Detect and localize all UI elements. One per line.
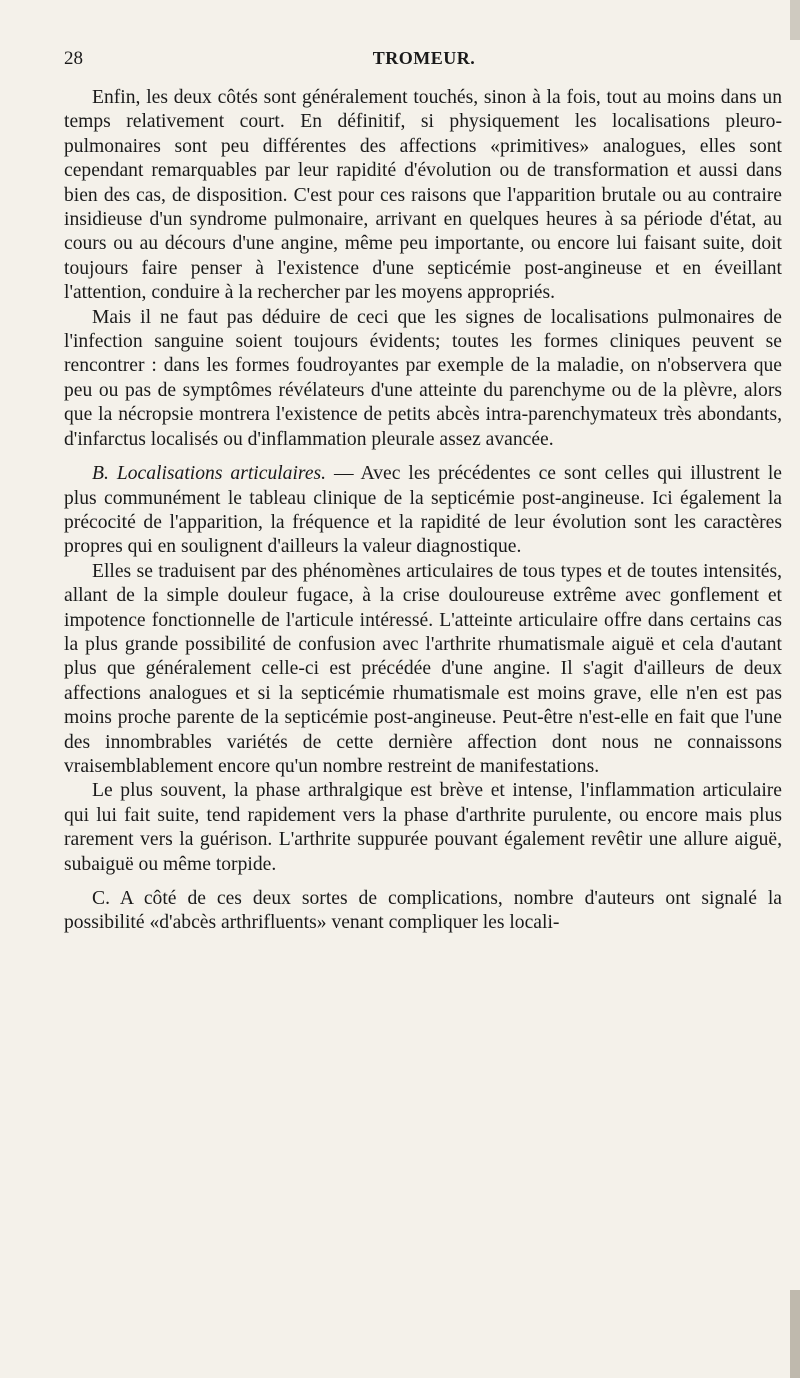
paragraph: Le plus souvent, la phase arthralgique est brève et intense, l'inflammation articulaire qui lui fait suite, tend rapidement vers la phase d'arthrite purulente, ou encore mais plus rarement vers la guérison. L'arthrite suppurée pouvant également revêtir une allure aiguë, subaiguë ou même torpide.: [64, 780, 782, 875]
paragraph: Enfin, les deux côtés sont généralement touchés, sinon à la fois, tout au moins dans un temps relativement court. En définitif, si physiquement les localisations pleuro-pulmonaires sont peu différentes des affections «primitives» analogues, elles sont cependant remarquables par leur rapidité d'évolution ou de transformation et aussi dans bien des cas, de disposition. C'est pour ces raisons que l'apparition brutale ou au contraire insidieuse d'un syndrome pulmonaire, arrivant en quelques heures à sa période d'état, au cours ou au décours d'une angine, même peu importante, ou encore lui faisant suite, doit toujours faire penser à l'existence d'une septicémie post-angineuse et en éveillant l'attention, conduire à la rechercher par les moyens appropriés.: [64, 87, 782, 304]
scan-edge-mark: [790, 1290, 800, 1378]
scan-edge-mark: [790, 0, 800, 40]
paragraph: Elles se traduisent par des phénomènes articulaires de tous types et de toutes intensités, allant de la simple douleur fugace, à la crise douloureuse extrême avec gonflement et impotence fonctionnelle de l'articule intéressé. L'atteinte articulaire offre dans certains cas la plus grande possibilité de confusion avec l'arthrite rhumatismale aiguë et cela d'autant plus que généralement celle-ci est précédée d'une angine. Il s'agit d'ailleurs de deux affections analogues et si la septicémie rhumatismale est moins grave, elle n'en est pas moins proche parente de la septicémie post-angineuse. Peut-être n'est-elle en fait que l'une des innombrables variétés de cette dernière affection dont nous ne connaissons vraisemblablement encore qu'un nombre restreint de manifestations.: [64, 560, 782, 777]
body-text: [64, 86, 782, 936]
running-head: TROMEUR.: [372, 48, 476, 68]
paragraph-text: — Avec les précédentes ce sont celles qui illustrent le plus communément le tableau clinique de la septicémie post-angineuse. Ici également la précocité de l'apparition, la fréquence et la rapidité de leur évolution sont les caractères propres qui en soulignent d'ailleurs la valeur diagnostique.: [64, 463, 782, 558]
paragraph-section-b: [64, 462, 782, 560]
paragraph-section-c: C. A côté de ces deux sortes de complications, nombre d'auteurs ont signalé la possibilité «d'abcès arthrifluents» venant compliquer les locali-: [64, 888, 782, 934]
section-heading: B. Localisations articulaires.: [92, 463, 327, 485]
page-header: [64, 48, 784, 78]
page-number: 28: [64, 48, 83, 69]
paragraph: Mais il ne faut pas déduire de ceci que les signes de localisations pulmonaires de l'infection sanguine soient toujours évidents; toutes les formes cliniques peuvent se rencontrer : dans les formes foudroyantes par exemple de la maladie, on n'observera que peu ou pas de symptômes révélateurs d'une atteinte du parenchyme ou de la plèvre, alors que la nécropsie montrera l'existence de petits abcès intra-parenchymateux très abondants, d'infarctus localisés ou d'inflammation pleurale assez avancée.: [64, 306, 782, 450]
